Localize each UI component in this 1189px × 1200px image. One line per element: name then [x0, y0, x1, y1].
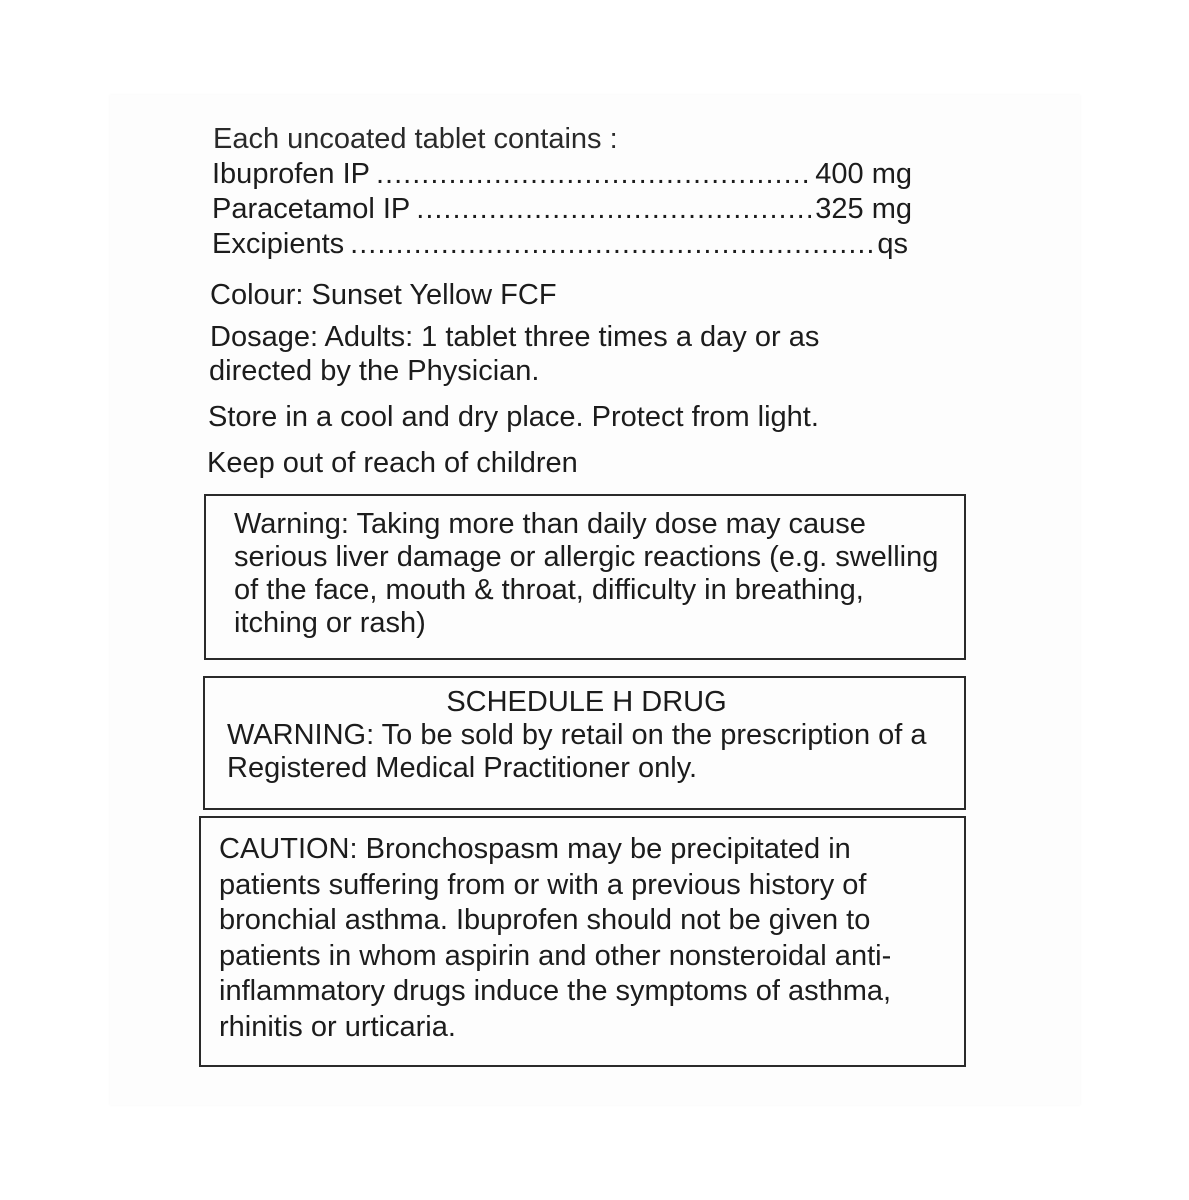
ingredient-row — [212, 157, 912, 191]
ingredient-qty: 325 mg — [815, 193, 912, 225]
dosage-text: Dosage: Adults: 1 tablet three times a day or as — [210, 321, 820, 353]
dosage-text-cont: directed by the Physician. — [209, 355, 540, 387]
overdose-warning-text: Warning: Taking more than daily dose may cause serious liver damage or allergic reactions (e.g. swelling of the face, mouth & throat, difficulty in breathing, itching or rash) — [234, 508, 939, 639]
ingredient-row — [212, 227, 908, 261]
children-warning-text: Keep out of reach of children — [207, 447, 578, 479]
colour-text: Colour: Sunset Yellow FCF — [210, 279, 557, 311]
overdose-warning-box — [204, 494, 966, 660]
contents-heading: Each uncoated tablet contains : — [213, 123, 618, 155]
caution-text: CAUTION: Bronchospasm may be precipitated in patients suffering from or with a previous history of bronchial asthma. Ibuprofen should not be given to patients in whom aspirin and other nonsteroidal anti-inflammatory drugs induce the symptoms of asthma, rhinitis or urticaria. — [219, 833, 892, 1043]
schedule-h-box — [203, 676, 966, 810]
ingredient-name: Excipients — [212, 228, 345, 260]
dot-leader — [350, 227, 873, 261]
schedule-h-title: SCHEDULE H DRUG — [446, 686, 727, 718]
dot-leader — [416, 192, 811, 226]
ingredient-name: Ibuprofen IP — [212, 158, 370, 190]
storage-text: Store in a cool and dry place. Protect from light. — [208, 401, 819, 433]
schedule-h-warning: WARNING: To be sold by retail on the prescription of a Registered Medical Practitioner only. — [227, 719, 927, 784]
dot-leader — [376, 157, 811, 191]
ingredient-qty: 400 mg — [815, 158, 912, 190]
ingredient-qty: qs — [877, 228, 908, 260]
caution-box — [199, 816, 966, 1067]
ingredient-name: Paracetamol IP — [212, 193, 411, 225]
ingredient-row — [212, 192, 912, 226]
